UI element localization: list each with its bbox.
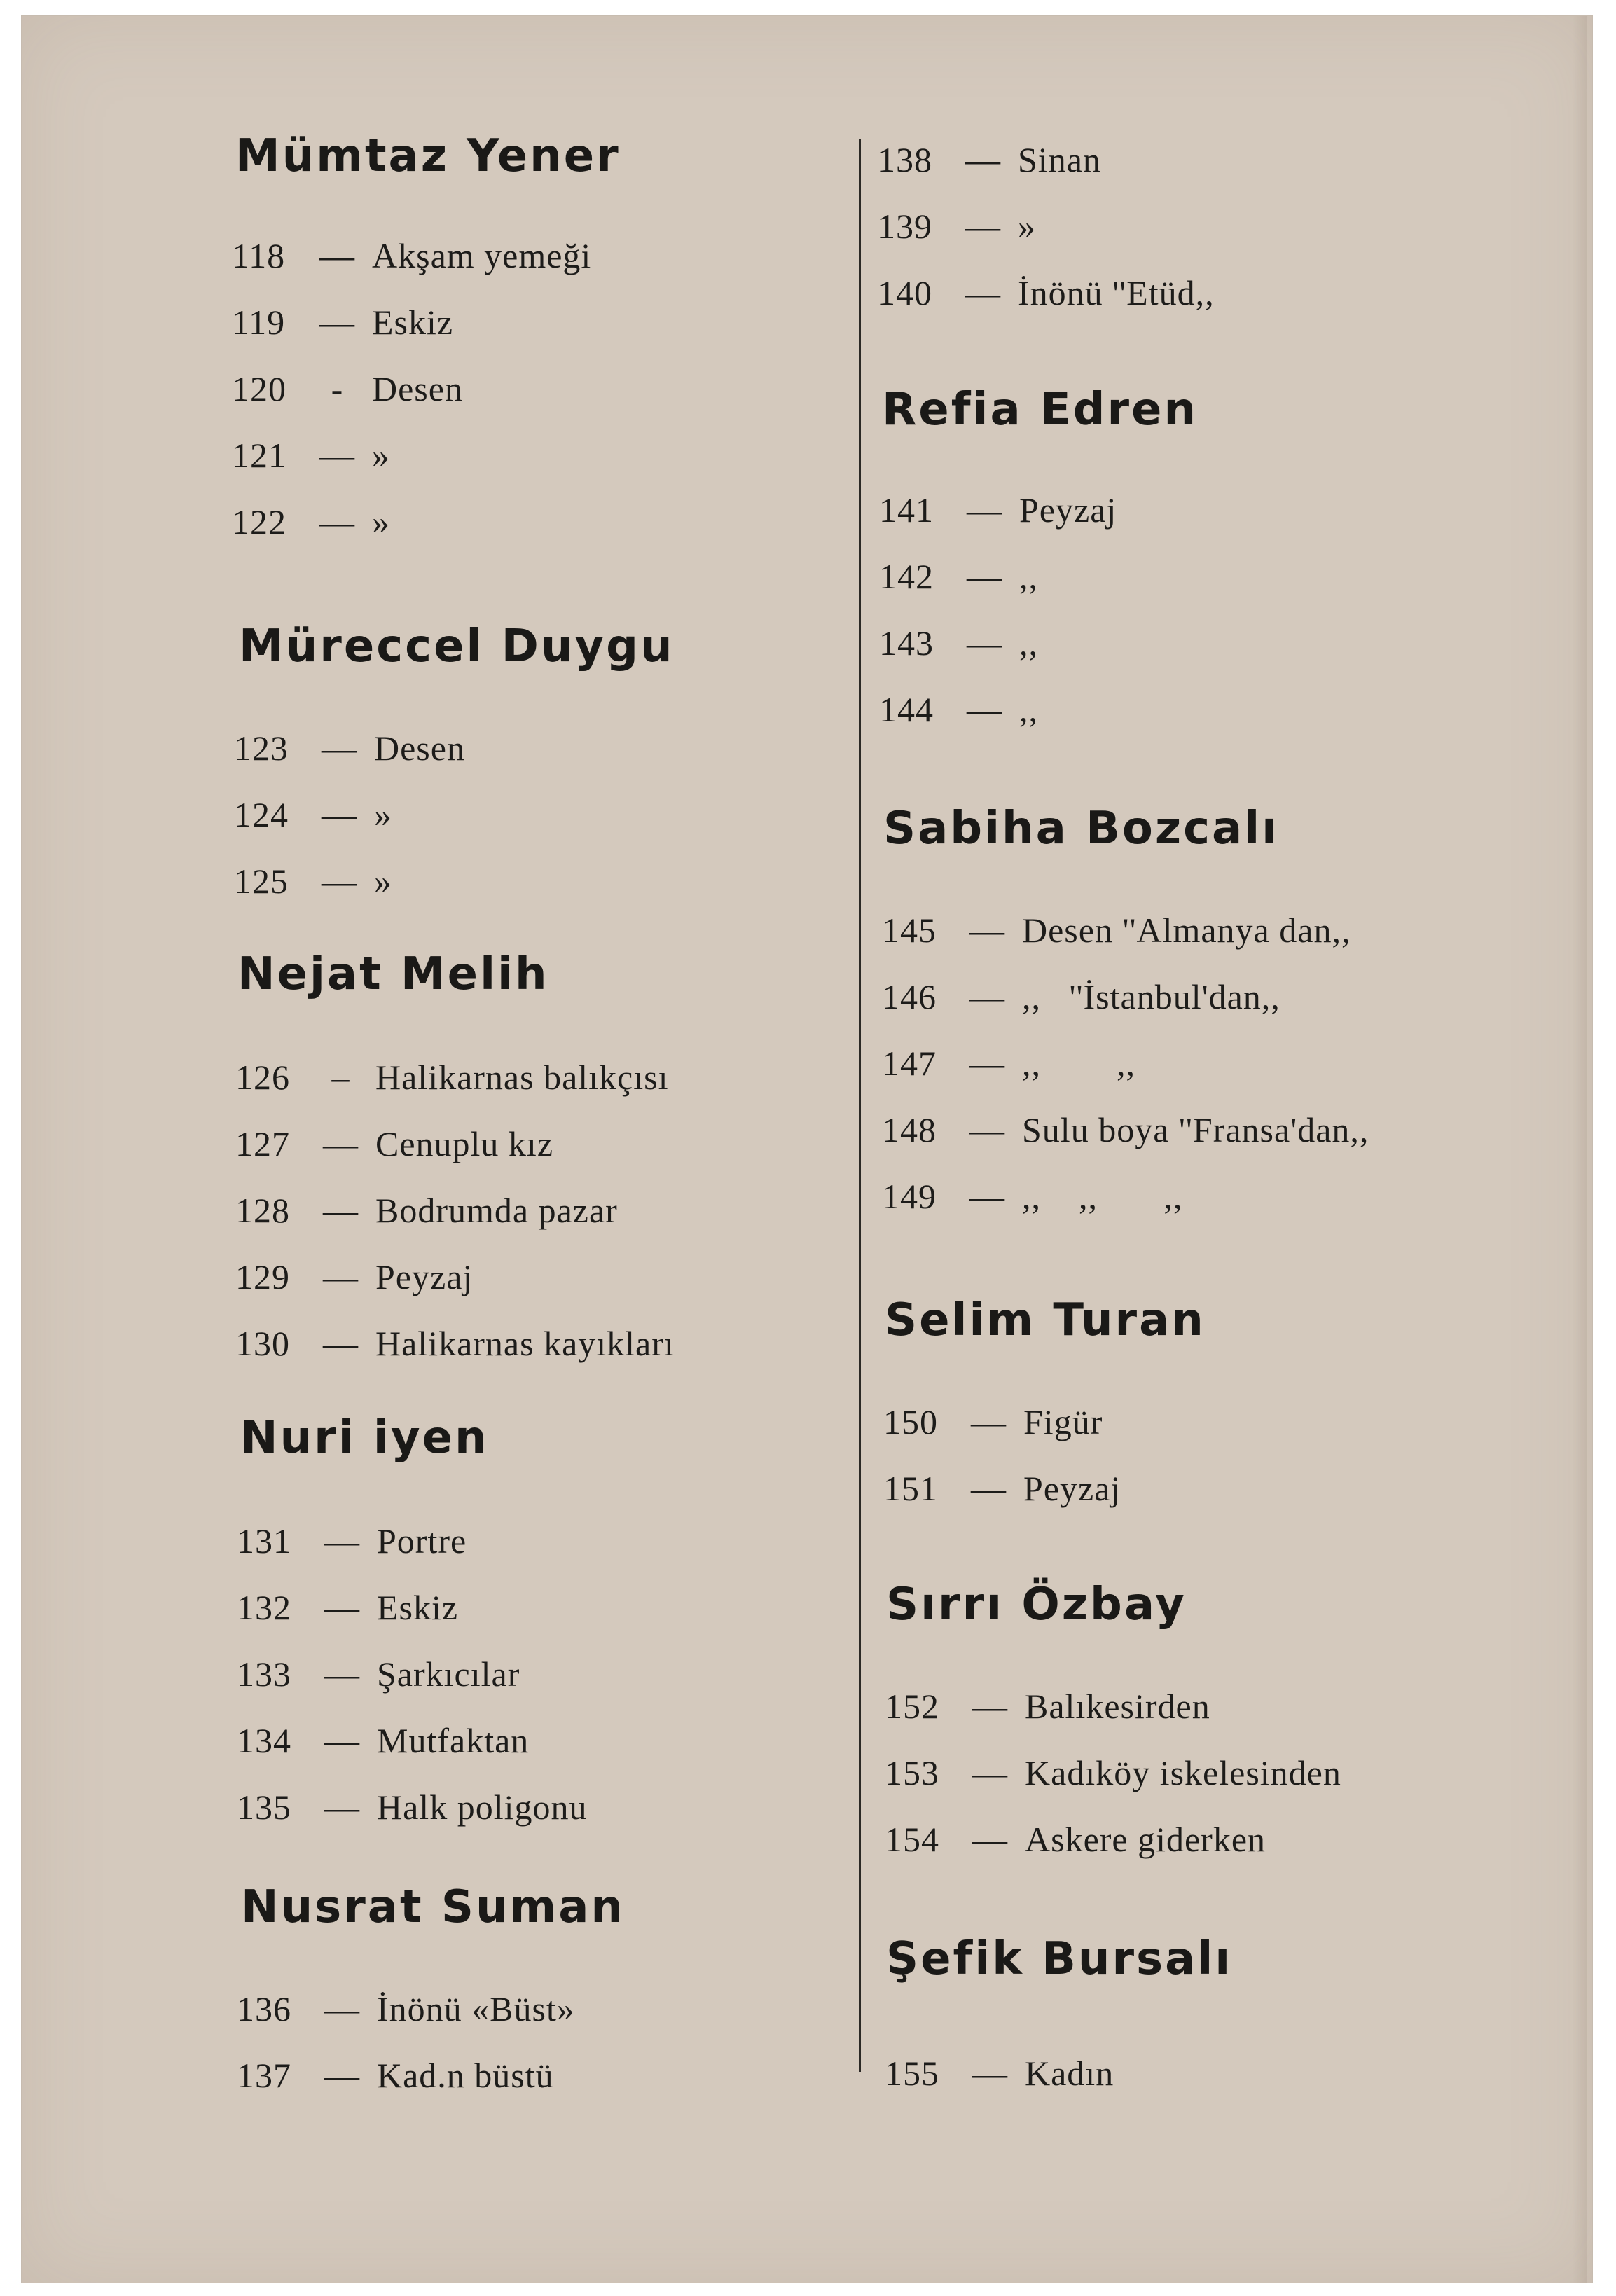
entry-title: Peyzaj: [375, 1257, 474, 1296]
entry-number: 134: [237, 1721, 291, 1760]
entry-dash: —: [972, 1753, 1007, 1792]
catalog-entry: [237, 1523, 467, 1563]
entry-dash: —: [967, 690, 1002, 729]
entry-dash: —: [965, 273, 1000, 312]
entry-dash: —: [967, 557, 1002, 596]
entry-title: Kadıköy iskelesinden: [1025, 1753, 1341, 1792]
entry-dash: —: [323, 1324, 358, 1363]
entry-number: 119: [232, 303, 286, 342]
entry-dash: —: [971, 1402, 1006, 1441]
entry-dash: —: [965, 207, 1000, 246]
catalog-entry: [879, 492, 1117, 532]
catalog-entry: [232, 238, 591, 277]
artist-heading: Refia Edren: [882, 384, 1198, 436]
entry-number: 125: [234, 862, 289, 901]
catalog-entry: [234, 797, 392, 836]
entry-number: 141: [879, 490, 934, 530]
entry-number: 122: [232, 502, 286, 541]
entry-title: Askere giderken: [1025, 1820, 1266, 1859]
catalog-entry: [882, 979, 1280, 1018]
entry-dash: —: [324, 2056, 359, 2095]
entry-title: Bodrumda pazar: [375, 1191, 618, 1230]
entry-number: 130: [235, 1324, 290, 1363]
entry-number: 142: [879, 557, 934, 596]
entry-title: »: [372, 436, 390, 475]
entry-dash: –: [331, 1058, 350, 1097]
catalog-entry: [885, 2056, 1114, 2095]
catalog-entry: [234, 864, 392, 903]
artist-heading: Mümtaz Yener: [235, 130, 621, 182]
entry-number: 147: [882, 1044, 937, 1083]
catalog-entry: [882, 1179, 1183, 1218]
entry-number: 123: [234, 728, 289, 768]
entry-dash: —: [319, 303, 354, 342]
catalog-entry: [235, 1193, 618, 1232]
entry-number: 138: [878, 140, 932, 179]
catalog-entry: [232, 371, 463, 410]
entry-title: Şarkıcılar: [377, 1654, 520, 1694]
entry-dash: —: [324, 1521, 359, 1561]
entry-dash: —: [324, 1654, 359, 1694]
catalog-entry: [237, 1787, 588, 1829]
catalog-entry: [237, 1654, 520, 1696]
entry-title: Peyzaj: [1023, 1469, 1121, 1508]
entry-title: Akşam yemeği: [372, 236, 592, 275]
entry-title: İnönü ''Etüd,,: [1018, 273, 1215, 312]
catalog-entry: [237, 1590, 458, 1629]
entry-number: 131: [237, 1521, 291, 1561]
catalog-entry: [235, 1326, 675, 1365]
entry-number: 129: [235, 1257, 290, 1296]
entry-dash: —: [969, 1110, 1004, 1149]
artist-heading: Şefik Bursalı: [886, 1933, 1233, 1985]
catalog-entry: [879, 625, 1038, 665]
entry-dash: —: [322, 728, 357, 768]
entry-title: Figür: [1023, 1402, 1103, 1441]
catalog-entry: [882, 1046, 1135, 1085]
artist-heading: Nusrat Suman: [241, 1881, 625, 1933]
entry-number: 146: [882, 977, 937, 1016]
entry-dash: —: [971, 1469, 1006, 1508]
entry-title: »: [372, 502, 390, 541]
artist-heading: Sırrı Özbay: [886, 1579, 1187, 1631]
entry-dash: —: [323, 1124, 358, 1163]
entry-title: ,, ,,: [1022, 1044, 1135, 1083]
entry-number: 137: [237, 2056, 291, 2095]
catalog-entry: [237, 1991, 575, 2031]
entry-dash: —: [972, 1687, 1007, 1726]
catalog-entry: [237, 2058, 554, 2097]
catalog-entry: [235, 1126, 553, 1166]
entry-title: Kad.n büstü: [377, 2056, 554, 2095]
entry-dash: —: [972, 1820, 1007, 1859]
column-divider: [859, 139, 861, 2072]
entry-dash: —: [324, 1989, 359, 2028]
entry-dash: —: [322, 795, 357, 834]
entry-title: Cenuplu kız: [375, 1124, 554, 1163]
entry-number: 121: [232, 436, 286, 475]
catalog-entry: [882, 913, 1351, 952]
entry-title: Balıkesirden: [1025, 1687, 1210, 1726]
entry-title: ,, ''İstanbul'dan,,: [1022, 977, 1280, 1016]
entry-dash: —: [322, 862, 357, 901]
entry-dash: —: [319, 436, 354, 475]
entry-number: 120: [232, 369, 286, 408]
entry-number: 127: [235, 1124, 290, 1163]
entry-dash: —: [967, 623, 1002, 663]
catalog-page: [21, 15, 1593, 2283]
catalog-entry: [232, 504, 390, 544]
catalog-entry: [885, 1689, 1210, 1728]
artist-heading: Nejat Melih: [237, 948, 549, 1000]
entry-title: ,,: [1019, 690, 1038, 729]
catalog-entry: [879, 559, 1038, 598]
entry-dash: —: [967, 490, 1002, 530]
entry-title: Eskiz: [372, 303, 454, 342]
entry-dash: —: [969, 1177, 1004, 1216]
entry-title: Desen: [372, 369, 463, 408]
entry-number: 136: [237, 1989, 291, 2028]
entry-dash: —: [324, 1721, 359, 1760]
entry-dash: —: [319, 236, 354, 275]
entry-number: 128: [235, 1191, 290, 1230]
entry-dash: —: [324, 1787, 359, 1827]
entry-title: Halk poligonu: [377, 1787, 588, 1827]
entry-title: Eskiz: [377, 1588, 459, 1627]
entry-number: 155: [885, 2054, 939, 2093]
entry-number: 150: [883, 1402, 938, 1441]
entry-title: »: [1018, 207, 1036, 246]
catalog-entry: [235, 1259, 473, 1299]
artist-heading: Müreccel Duygu: [239, 621, 675, 672]
entry-dash: -: [331, 369, 343, 408]
entry-title: Sulu boya ''Fransa'dan,,: [1022, 1110, 1369, 1149]
catalog-entry: [232, 438, 390, 477]
entry-number: 154: [885, 1820, 939, 1859]
entry-number: 132: [237, 1588, 291, 1627]
entry-title: İnönü «Büst»: [377, 1989, 575, 2028]
artist-heading: Nuri iyen: [240, 1412, 489, 1464]
entry-title: Halikarnas kayıkları: [375, 1324, 675, 1363]
entry-number: 145: [882, 911, 937, 950]
entry-number: 152: [885, 1687, 939, 1726]
entry-dash: —: [972, 2054, 1007, 2093]
entry-number: 124: [234, 795, 289, 834]
entry-title: Mutfaktan: [377, 1721, 530, 1760]
entry-number: 151: [883, 1469, 938, 1508]
catalog-entry: [885, 1822, 1266, 1861]
entry-title: Portre: [377, 1521, 467, 1561]
catalog-entry: [879, 692, 1038, 731]
entry-dash: —: [319, 502, 354, 541]
entry-dash: —: [324, 1588, 359, 1627]
entry-number: 126: [235, 1058, 290, 1097]
catalog-entry: [237, 1723, 529, 1762]
catalog-entry: [235, 1060, 669, 1099]
entry-number: 153: [885, 1753, 939, 1792]
catalog-entry: [885, 1755, 1341, 1794]
entry-dash: —: [965, 140, 1000, 179]
entry-title: Desen ''Almanya dan,,: [1022, 911, 1351, 950]
entry-number: 143: [879, 623, 934, 663]
entry-title: »: [374, 862, 392, 901]
artist-heading: Sabiha Bozcalı: [883, 803, 1280, 855]
entry-title: Peyzaj: [1019, 490, 1117, 530]
catalog-entry: [234, 728, 465, 770]
entry-number: 135: [237, 1787, 291, 1827]
entry-title: ,,: [1019, 557, 1038, 596]
entry-dash: —: [323, 1257, 358, 1296]
catalog-entry: [882, 1112, 1369, 1152]
entry-title: »: [374, 795, 392, 834]
entry-dash: —: [323, 1191, 358, 1230]
entry-title: Halikarnas balıkçısı: [375, 1058, 669, 1097]
entry-dash: —: [969, 1044, 1004, 1083]
catalog-entry: [883, 1404, 1103, 1444]
entry-number: 149: [882, 1177, 937, 1216]
catalog-entry: [878, 209, 1036, 248]
catalog-entry: [878, 275, 1215, 314]
entry-dash: —: [969, 911, 1004, 950]
entry-number: 140: [878, 273, 932, 312]
catalog-entry: [232, 305, 453, 344]
entry-number: 139: [878, 207, 932, 246]
entry-number: 148: [882, 1110, 937, 1149]
entry-title: Kadın: [1025, 2054, 1114, 2093]
entry-title: Sinan: [1018, 140, 1101, 179]
catalog-entry: [883, 1471, 1121, 1510]
artist-heading: Selim Turan: [885, 1294, 1206, 1346]
catalog-entry: [878, 142, 1101, 181]
entry-title: ,, ,, ,,: [1022, 1177, 1183, 1216]
entry-title: ,,: [1019, 623, 1038, 663]
entry-number: 133: [237, 1654, 291, 1694]
entry-number: 118: [232, 236, 286, 275]
entry-title: Desen: [374, 728, 465, 768]
entry-number: 144: [879, 690, 934, 729]
entry-dash: —: [969, 977, 1004, 1016]
